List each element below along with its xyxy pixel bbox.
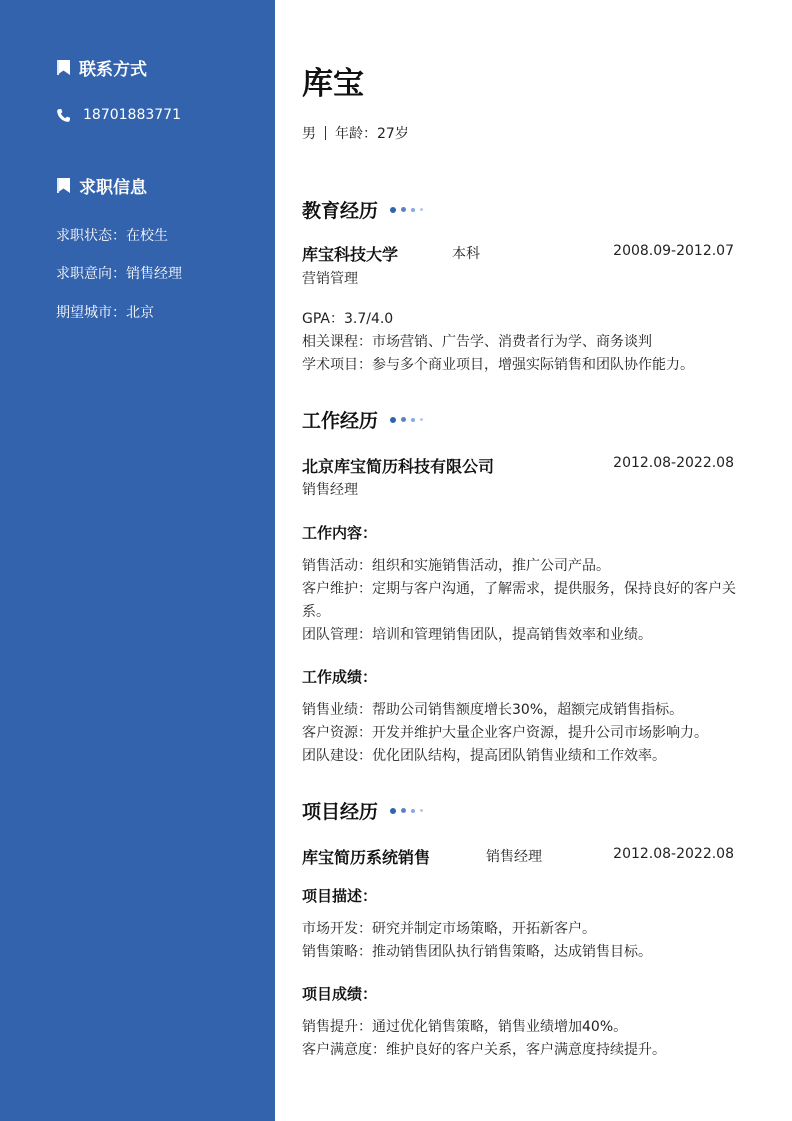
- project-date: 2012.08-2022.08: [613, 846, 734, 862]
- edu-line: 相关课程：市场营销、广告学、消费者行为学、商务谈判: [302, 334, 652, 350]
- work-achieve-line: 团队建设：优化团队结构，提高团队销售业绩和工作效率。: [302, 748, 666, 764]
- project-role: 销售经理: [486, 849, 542, 865]
- job-status: 求职状态：在校生: [56, 228, 168, 244]
- decorative-dots: [390, 808, 423, 814]
- edu-line: GPA：3.7/4.0: [302, 311, 394, 327]
- decorative-dots: [390, 417, 423, 423]
- phone-row: [56, 107, 181, 123]
- project-name: 库宝简历系统销售: [302, 848, 431, 867]
- project-desc-line: 销售策略：推动销售团队执行销售策略，达成销售目标。: [302, 944, 652, 960]
- work-role: 销售经理: [302, 482, 358, 498]
- bookmark-icon: [56, 177, 71, 194]
- age: 年龄：27岁: [335, 126, 409, 142]
- work-content-line: 销售活动：组织和实施销售活动，推广公司产品。: [302, 558, 610, 574]
- job-city: 期望城市：北京: [56, 305, 154, 321]
- work-section-title: 工作经历: [302, 406, 423, 433]
- work-achieve-heading: 工作成绩：: [302, 668, 378, 686]
- major: 营销管理: [302, 271, 358, 287]
- project-desc-line: 市场开发：研究并制定市场策略，开拓新客户。: [302, 921, 596, 937]
- project-result-heading: 项目成绩：: [302, 985, 378, 1003]
- education-date: 2008.09-2012.07: [613, 243, 734, 259]
- project-result-line: 销售提升：通过优化销售策略，销售业绩增加40%。: [302, 1019, 628, 1035]
- work-content-line: 客户维护：定期与客户沟通，了解需求，提供服务，保持良好的客户关系。: [302, 581, 736, 620]
- school-name: 库宝科技大学: [302, 245, 399, 264]
- edu-line: 学术项目：参与多个商业项目，增强实际销售和团队协作能力。: [302, 357, 694, 373]
- degree: 本科: [452, 246, 480, 262]
- phone-number: 18701883771: [83, 107, 181, 123]
- work-achieve-line: 客户资源：开发并维护大量企业客户资源，提升公司市场影响力。: [302, 725, 708, 741]
- decorative-dots: [390, 207, 423, 213]
- job-intent: 求职意向：销售经理: [56, 266, 182, 282]
- divider: [325, 126, 326, 140]
- project-section-title: 项目经历: [302, 797, 423, 824]
- main-content: [302, 0, 742, 1121]
- work-date: 2012.08-2022.08: [613, 455, 734, 471]
- basic-info: [302, 123, 409, 143]
- contact-heading: 联系方式: [56, 55, 147, 80]
- work-content-heading: 工作内容：: [302, 524, 378, 542]
- project-result-line: 客户满意度：维护良好的客户关系，客户满意度持续提升。: [302, 1042, 666, 1058]
- job-info-heading: 求职信息: [56, 173, 147, 198]
- candidate-name: 库宝: [302, 66, 364, 102]
- education-section-title: 教育经历: [302, 196, 423, 223]
- gender: 男: [302, 126, 316, 142]
- work-achieve-line: 销售业绩：帮助公司销售额度增长30%，超额完成销售指标。: [302, 702, 684, 718]
- bookmark-icon: [56, 59, 71, 76]
- project-desc-heading: 项目描述：: [302, 887, 378, 905]
- sidebar: [0, 0, 275, 1121]
- company-name: 北京库宝简历科技有限公司: [302, 457, 495, 476]
- work-content-line: 团队管理：培训和管理销售团队，提高销售效率和业绩。: [302, 627, 652, 643]
- phone-icon: [56, 108, 71, 123]
